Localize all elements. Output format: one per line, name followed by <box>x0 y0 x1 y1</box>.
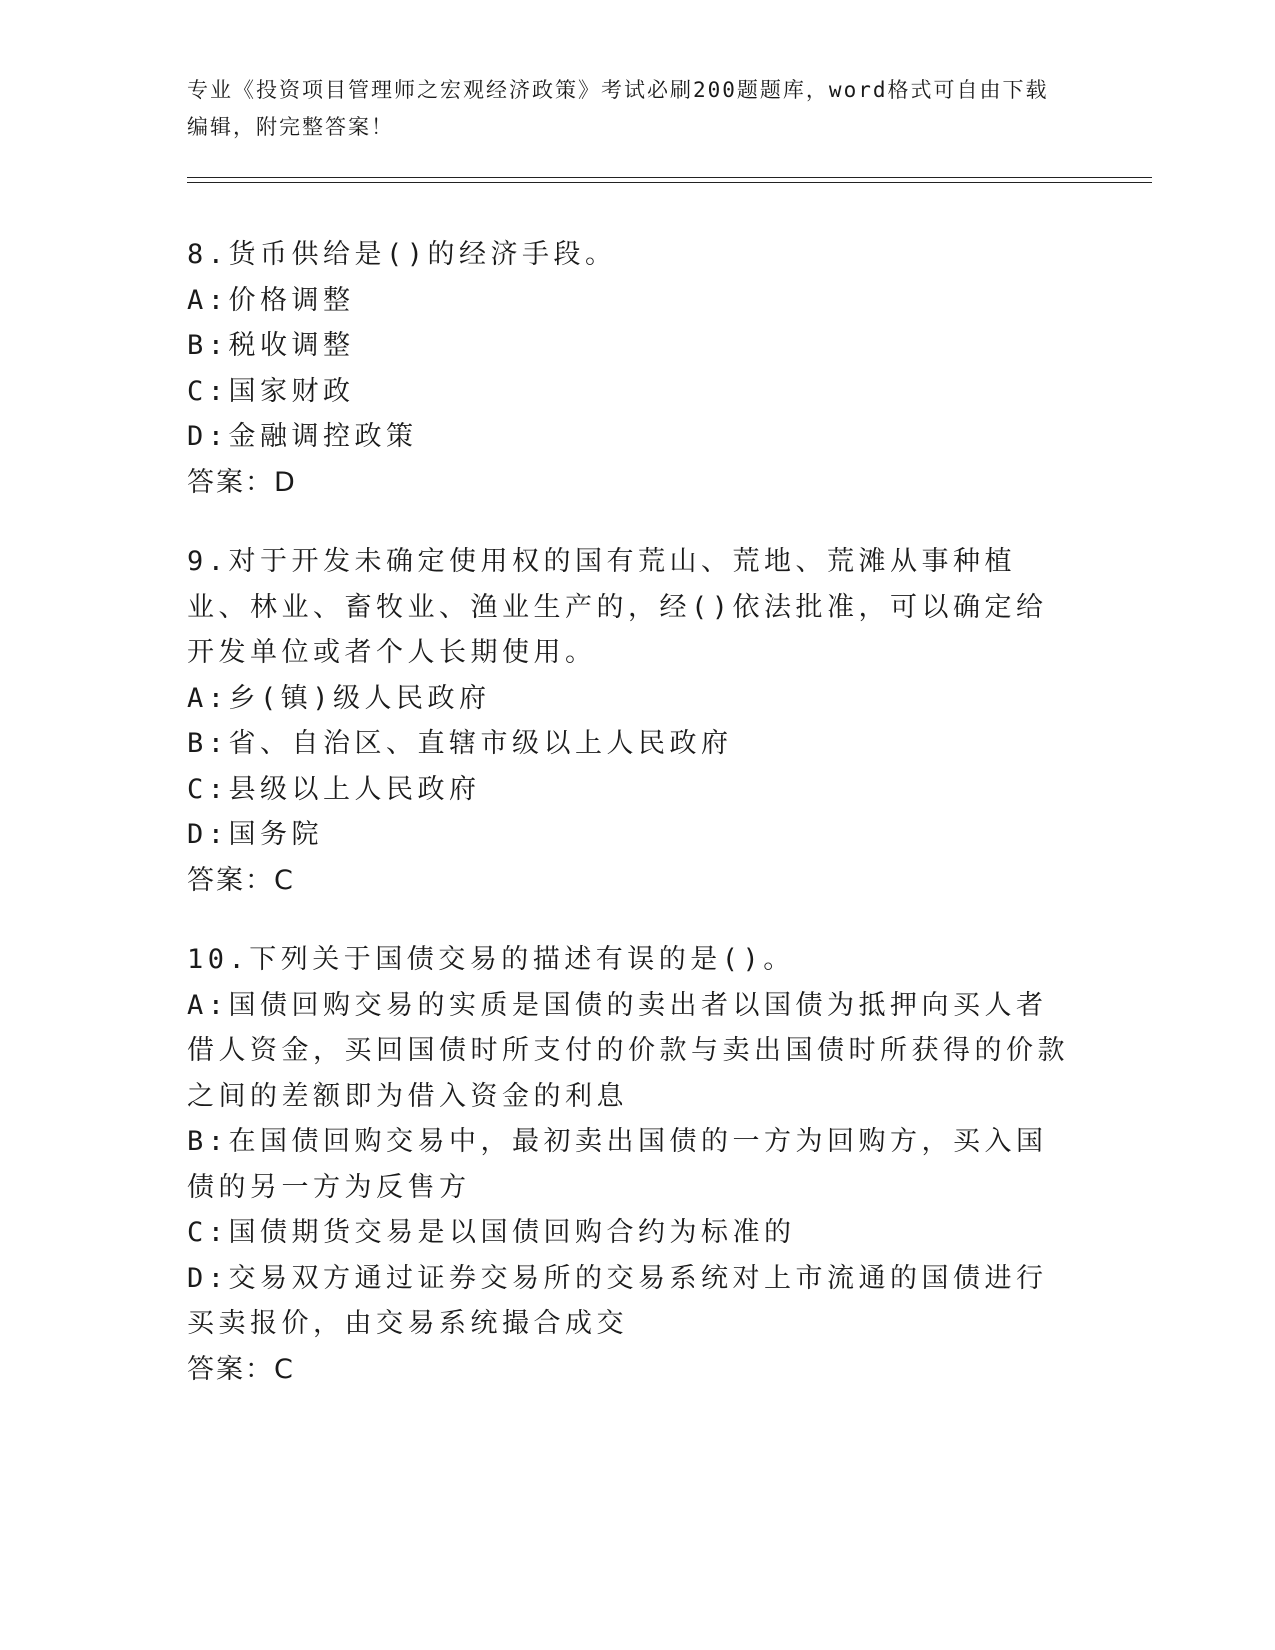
option-c: C:国债期货交易是以国债回购合约为标准的 <box>187 1217 796 1248</box>
question-stem: 10.下列关于国债交易的描述有误的是()。 <box>187 944 795 975</box>
option-a: A:国债回购交易的实质是国债的卖出者以国债为抵押向买人者借人资金，买回国债时所支付的价款与卖出国债时所获得的价款之间的差额即为借入资金的利息 <box>187 989 1069 1112</box>
question-list <box>187 232 1077 1426</box>
option-c: C:国家财政 <box>187 375 355 407</box>
question-8 <box>187 232 1077 505</box>
option-d: D:交易双方通过证券交易所的交易系统对上市流通的国债进行买卖报价，由交易系统撮合成交 <box>187 1262 1048 1339</box>
option-b: B:省、自治区、直辖市级以上人民政府 <box>187 728 733 759</box>
option-b: B:在国债回购交易中，最初卖出国债的一方为回购方，买入国债的另一方为反售方 <box>187 1126 1048 1203</box>
option-a: A:价格调整 <box>187 284 355 316</box>
question-9 <box>187 539 1077 903</box>
question-stem: 8.货币供给是()的经济手段。 <box>187 239 617 270</box>
question-10 <box>187 937 1077 1392</box>
question-stem: 9.对于开发未确定使用权的国有荒山、荒地、荒滩从事种植业、林业、畜牧业、渔业生产的，经()依法批准，可以确定给开发单位或者个人长期使用。 <box>187 546 1048 668</box>
option-c: C:县级以上人民政府 <box>187 773 481 805</box>
option-d: D:国务院 <box>187 819 324 850</box>
document-header: 专业《投资项目管理师之宏观经济政策》考试必刷200题题库，word格式可自由下载编辑，附完整答案！ <box>187 78 1049 139</box>
answer-label: 答案：C <box>187 1353 295 1385</box>
option-d: D:金融调控政策 <box>187 421 418 452</box>
header-divider-top <box>187 177 1152 178</box>
option-a: A:乡(镇)级人民政府 <box>187 682 491 714</box>
answer-label: 答案：C <box>187 864 295 896</box>
header-divider-bottom <box>187 182 1152 183</box>
option-b: B:税收调整 <box>187 330 355 361</box>
answer-label: 答案：D <box>187 466 297 498</box>
